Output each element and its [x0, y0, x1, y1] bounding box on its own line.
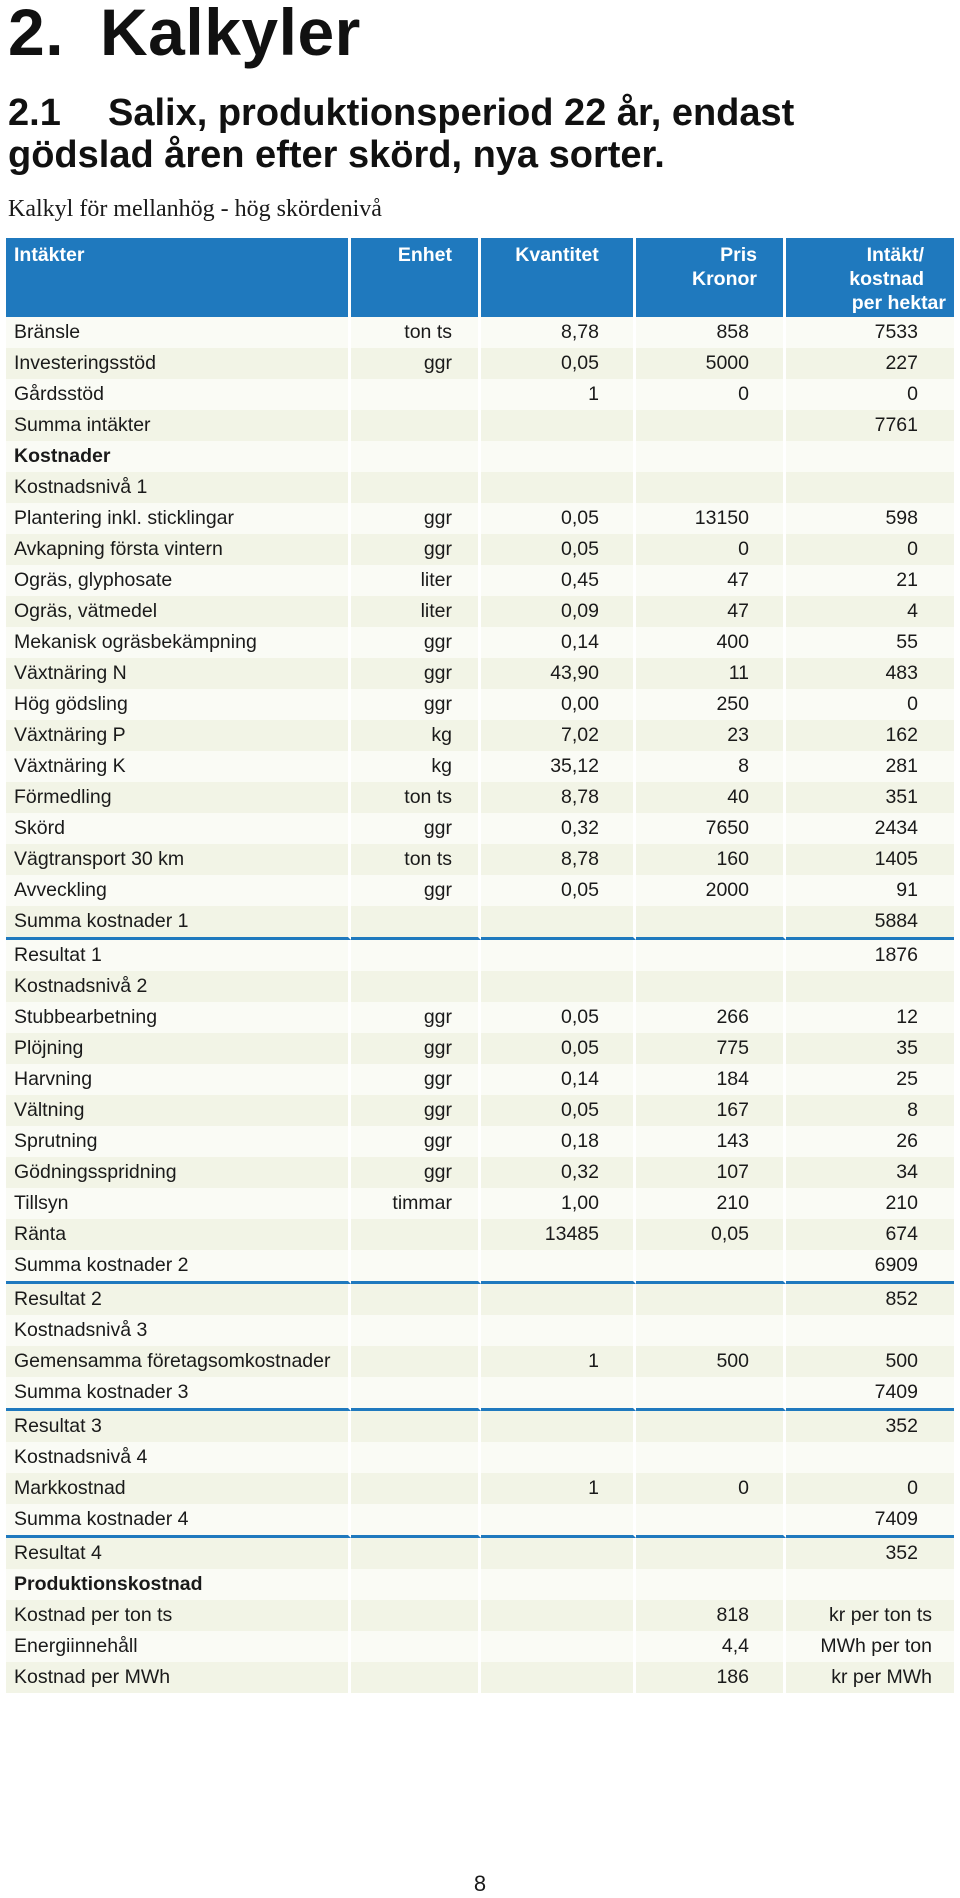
cell-item: Kostnadsnivå 3 — [6, 1315, 351, 1346]
table-row — [6, 1442, 954, 1473]
cell-unit: ggr — [351, 1064, 481, 1095]
cell-item: Summa intäkter — [6, 410, 351, 441]
cell-unit: ggr — [351, 627, 481, 658]
cell-result: 7409 — [786, 1377, 954, 1411]
cell-unit: ggr — [351, 348, 481, 379]
cell-result: 0 — [786, 689, 954, 720]
section-title-text: Salix, produktionsperiod 22 år, endast gödslad åren efter skörd, nya sorter. — [8, 92, 795, 176]
cell-price: 13150 — [636, 503, 786, 534]
table-row — [6, 906, 954, 940]
cell-unit: ggr — [351, 534, 481, 565]
cell-result: 7761 — [786, 410, 954, 441]
table-row — [6, 1377, 954, 1411]
cell-price: 5000 — [636, 348, 786, 379]
table-row — [6, 1569, 954, 1600]
cell-item: Kostnadsnivå 2 — [6, 971, 351, 1002]
cell-price — [636, 441, 786, 472]
cell-unit — [351, 1600, 481, 1631]
cell-quantity: 1 — [481, 379, 636, 410]
cell-item: Plantering inkl. sticklingar — [6, 503, 351, 534]
cell-price: 143 — [636, 1126, 786, 1157]
cell-item: Kostnad per MWh — [6, 1662, 351, 1693]
cell-result: 55 — [786, 627, 954, 658]
cell-unit — [351, 379, 481, 410]
cell-quantity: 0,05 — [481, 1002, 636, 1033]
cell-price: 23 — [636, 720, 786, 751]
cell-quantity: 7,02 — [481, 720, 636, 751]
cell-price: 47 — [636, 565, 786, 596]
cell-quantity: 0,05 — [481, 348, 636, 379]
cell-unit — [351, 1219, 481, 1250]
cell-quantity — [481, 1442, 636, 1473]
cell-item: Resultat 1 — [6, 940, 351, 971]
calculation-subtitle: Kalkyl för mellanhög - hög skördenivå — [8, 196, 382, 222]
cell-item: Växtnäring K — [6, 751, 351, 782]
cell-price: 210 — [636, 1188, 786, 1219]
cell-unit: ggr — [351, 813, 481, 844]
cell-price: 11 — [636, 658, 786, 689]
cell-result: 4 — [786, 596, 954, 627]
cell-item: Gårdsstöd — [6, 379, 351, 410]
cell-price: 0 — [636, 534, 786, 565]
cell-result — [786, 1569, 954, 1600]
header-price-line1: Pris — [720, 244, 757, 266]
table-row — [6, 1411, 954, 1442]
cell-quantity — [481, 1662, 636, 1693]
cell-item: Ogräs, vätmedel — [6, 596, 351, 627]
header-result-line3: per hektar — [851, 292, 946, 314]
cell-price: 0 — [636, 379, 786, 410]
cell-result: 6909 — [786, 1250, 954, 1284]
table-row — [6, 875, 954, 906]
cell-quantity — [481, 940, 636, 971]
table-row — [6, 379, 954, 410]
cell-unit — [351, 1631, 481, 1662]
table-row — [6, 1473, 954, 1504]
cell-unit — [351, 1315, 481, 1346]
cell-result: 0 — [786, 379, 954, 410]
table-row — [6, 658, 954, 689]
table-row — [6, 971, 954, 1002]
cell-quantity: 0,05 — [481, 503, 636, 534]
cell-item: Mekanisk ogräsbekämpning — [6, 627, 351, 658]
cell-price — [636, 1442, 786, 1473]
cell-item: Avkapning första vintern — [6, 534, 351, 565]
table-row — [6, 596, 954, 627]
cell-result: 674 — [786, 1219, 954, 1250]
cell-unit: liter — [351, 565, 481, 596]
cell-item: Kostnader — [6, 441, 351, 472]
table-row — [6, 940, 954, 971]
table-row — [6, 1250, 954, 1284]
table-row — [6, 441, 954, 472]
table-row — [6, 1504, 954, 1538]
cell-price — [636, 472, 786, 503]
cell-price: 186 — [636, 1662, 786, 1693]
table-row — [6, 1631, 954, 1662]
header-result — [786, 238, 954, 317]
cell-unit — [351, 1538, 481, 1569]
cell-result: 598 — [786, 503, 954, 534]
cell-result: 1405 — [786, 844, 954, 875]
table-row — [6, 1157, 954, 1188]
cell-price: 40 — [636, 782, 786, 813]
cell-unit: ggr — [351, 1095, 481, 1126]
cell-quantity — [481, 1569, 636, 1600]
cell-item: Hög gödsling — [6, 689, 351, 720]
cell-result: 210 — [786, 1188, 954, 1219]
cell-item: Resultat 3 — [6, 1411, 351, 1442]
cell-price: 858 — [636, 317, 786, 348]
cell-result: 162 — [786, 720, 954, 751]
cell-price: 400 — [636, 627, 786, 658]
cell-quantity — [481, 906, 636, 940]
cell-quantity: 0,45 — [481, 565, 636, 596]
cell-result: 227 — [786, 348, 954, 379]
cell-item: Stubbearbetning — [6, 1002, 351, 1033]
cell-result: 500 — [786, 1346, 954, 1377]
table-row — [6, 1033, 954, 1064]
cell-result — [786, 1442, 954, 1473]
cell-price — [636, 906, 786, 940]
cell-item: Summa kostnader 4 — [6, 1504, 351, 1538]
cell-unit — [351, 971, 481, 1002]
cell-unit — [351, 1504, 481, 1538]
table-row — [6, 565, 954, 596]
cell-result: 352 — [786, 1411, 954, 1442]
cell-result: 12 — [786, 1002, 954, 1033]
cell-quantity: 8,78 — [481, 782, 636, 813]
cell-item: Plöjning — [6, 1033, 351, 1064]
cell-unit: ton ts — [351, 317, 481, 348]
cell-result: 7409 — [786, 1504, 954, 1538]
table-row — [6, 1188, 954, 1219]
section-number: 2.1 — [8, 92, 61, 134]
table-row — [6, 534, 954, 565]
cell-quantity: 0,14 — [481, 627, 636, 658]
cell-item: Markkostnad — [6, 1473, 351, 1504]
cell-item: Gödningsspridning — [6, 1157, 351, 1188]
cell-unit: ggr — [351, 1126, 481, 1157]
table-row — [6, 1095, 954, 1126]
cell-quantity: 0,32 — [481, 813, 636, 844]
cell-quantity: 1,00 — [481, 1188, 636, 1219]
cell-quantity — [481, 971, 636, 1002]
cell-price — [636, 410, 786, 441]
cell-result — [786, 1315, 954, 1346]
cell-quantity: 43,90 — [481, 658, 636, 689]
cell-quantity: 0,32 — [481, 1157, 636, 1188]
cell-result: MWh per ton — [786, 1631, 954, 1662]
table-header-row — [6, 238, 954, 317]
table-row — [6, 1600, 954, 1631]
cell-unit — [351, 441, 481, 472]
cell-quantity: 0,05 — [481, 875, 636, 906]
cell-item: Kostnadsnivå 4 — [6, 1442, 351, 1473]
cell-result: 351 — [786, 782, 954, 813]
cell-unit — [351, 1411, 481, 1442]
cell-quantity — [481, 1600, 636, 1631]
table-row — [6, 1662, 954, 1693]
cell-item: Vältning — [6, 1095, 351, 1126]
cell-price: 2000 — [636, 875, 786, 906]
chapter-title-text: Kalkyler — [100, 0, 361, 69]
cell-result — [786, 971, 954, 1002]
cell-unit: liter — [351, 596, 481, 627]
cell-price: 0,05 — [636, 1219, 786, 1250]
cell-result: 25 — [786, 1064, 954, 1095]
cell-result: 852 — [786, 1284, 954, 1315]
cell-quantity — [481, 1250, 636, 1284]
cell-item: Investeringsstöd — [6, 348, 351, 379]
cell-item: Summa kostnader 3 — [6, 1377, 351, 1411]
cell-result: 352 — [786, 1538, 954, 1569]
cell-price: 4,4 — [636, 1631, 786, 1662]
page-number: 8 — [473, 1871, 487, 1896]
cell-unit — [351, 472, 481, 503]
cell-item: Harvning — [6, 1064, 351, 1095]
table-row — [6, 410, 954, 441]
cell-unit: ggr — [351, 503, 481, 534]
cell-price — [636, 1538, 786, 1569]
table-row — [6, 1002, 954, 1033]
cell-item: Ogräs, glyphosate — [6, 565, 351, 596]
cell-unit: ggr — [351, 875, 481, 906]
cell-unit — [351, 1662, 481, 1693]
cell-price — [636, 1284, 786, 1315]
cell-result: 5884 — [786, 906, 954, 940]
cell-result: 7533 — [786, 317, 954, 348]
cell-quantity — [481, 1538, 636, 1569]
cell-price — [636, 1315, 786, 1346]
cell-quantity — [481, 1631, 636, 1662]
cell-unit — [351, 940, 481, 971]
table-row — [6, 1126, 954, 1157]
cell-quantity — [481, 1504, 636, 1538]
cell-quantity: 0,14 — [481, 1064, 636, 1095]
cell-unit — [351, 1346, 481, 1377]
cell-price: 500 — [636, 1346, 786, 1377]
cell-result: 35 — [786, 1033, 954, 1064]
cell-price: 8 — [636, 751, 786, 782]
cell-unit — [351, 1284, 481, 1315]
cell-quantity: 1 — [481, 1473, 636, 1504]
cell-price: 266 — [636, 1002, 786, 1033]
cell-price: 167 — [636, 1095, 786, 1126]
cell-price — [636, 971, 786, 1002]
cell-price: 775 — [636, 1033, 786, 1064]
cell-unit — [351, 410, 481, 441]
cell-unit: ton ts — [351, 782, 481, 813]
calculation-table — [6, 238, 954, 1693]
cell-price: 818 — [636, 1600, 786, 1631]
cell-result: 26 — [786, 1126, 954, 1157]
table-row — [6, 348, 954, 379]
cell-price — [636, 940, 786, 971]
cell-unit: ggr — [351, 1157, 481, 1188]
cell-quantity — [481, 441, 636, 472]
cell-item: Sprutning — [6, 1126, 351, 1157]
cell-item: Ränta — [6, 1219, 351, 1250]
cell-quantity: 0,09 — [481, 596, 636, 627]
table-row — [6, 1219, 954, 1250]
cell-item: Skörd — [6, 813, 351, 844]
table-row — [6, 720, 954, 751]
cell-unit — [351, 1473, 481, 1504]
cell-item: Förmedling — [6, 782, 351, 813]
cell-price: 7650 — [636, 813, 786, 844]
header-result-line1: Intäkt/ — [866, 244, 924, 266]
table-row — [6, 689, 954, 720]
cell-item: Resultat 2 — [6, 1284, 351, 1315]
cell-unit: ggr — [351, 658, 481, 689]
cell-result — [786, 472, 954, 503]
chapter-title — [8, 0, 361, 72]
header-result-line2: kostnad — [849, 268, 924, 290]
cell-item: Kostnad per ton ts — [6, 1600, 351, 1631]
cell-quantity: 0,00 — [481, 689, 636, 720]
cell-price — [636, 1377, 786, 1411]
cell-unit — [351, 1442, 481, 1473]
table-row — [6, 317, 954, 348]
cell-item: Vägtransport 30 km — [6, 844, 351, 875]
cell-unit: ggr — [351, 689, 481, 720]
table-body — [6, 317, 954, 1693]
header-unit: Enhet — [351, 238, 481, 317]
cell-quantity: 0,05 — [481, 534, 636, 565]
cell-item: Resultat 4 — [6, 1538, 351, 1569]
cell-quantity — [481, 1315, 636, 1346]
cell-unit: kg — [351, 720, 481, 751]
table-row — [6, 1064, 954, 1095]
cell-quantity — [481, 472, 636, 503]
cell-result — [786, 441, 954, 472]
cell-unit: timmar — [351, 1188, 481, 1219]
cell-unit: ggr — [351, 1033, 481, 1064]
cell-price — [636, 1250, 786, 1284]
cell-quantity — [481, 1411, 636, 1442]
cell-result: 0 — [786, 1473, 954, 1504]
cell-quantity: 0,05 — [481, 1095, 636, 1126]
table-row — [6, 1284, 954, 1315]
cell-result: 91 — [786, 875, 954, 906]
cell-unit: ggr — [351, 1002, 481, 1033]
cell-unit — [351, 1377, 481, 1411]
cell-price — [636, 1411, 786, 1442]
cell-quantity: 1 — [481, 1346, 636, 1377]
cell-quantity — [481, 1284, 636, 1315]
header-price-line2: Kronor — [692, 268, 757, 290]
cell-item: Summa kostnader 2 — [6, 1250, 351, 1284]
cell-unit: kg — [351, 751, 481, 782]
cell-result: 8 — [786, 1095, 954, 1126]
cell-quantity: 0,05 — [481, 1033, 636, 1064]
table-row — [6, 751, 954, 782]
table-row — [6, 472, 954, 503]
cell-price — [636, 1504, 786, 1538]
table-row — [6, 813, 954, 844]
chapter-number: 2. — [8, 0, 65, 69]
cell-unit: ton ts — [351, 844, 481, 875]
cell-item: Produktionskostnad — [6, 1569, 351, 1600]
cell-item: Tillsyn — [6, 1188, 351, 1219]
header-quantity: Kvantitet — [481, 238, 636, 317]
cell-quantity: 35,12 — [481, 751, 636, 782]
header-price — [636, 238, 786, 317]
table-row — [6, 782, 954, 813]
cell-result: 0 — [786, 534, 954, 565]
cell-result: 483 — [786, 658, 954, 689]
cell-price: 184 — [636, 1064, 786, 1095]
cell-price — [636, 1569, 786, 1600]
cell-quantity — [481, 410, 636, 441]
cell-item: Energiinnehåll — [6, 1631, 351, 1662]
cell-result: 2434 — [786, 813, 954, 844]
cell-quantity — [481, 1377, 636, 1411]
cell-price: 160 — [636, 844, 786, 875]
cell-item: Summa kostnader 1 — [6, 906, 351, 940]
cell-item: Avveckling — [6, 875, 351, 906]
table-row — [6, 503, 954, 534]
table-row — [6, 844, 954, 875]
cell-quantity: 13485 — [481, 1219, 636, 1250]
calculation-table-container — [6, 238, 954, 1693]
cell-item: Bränsle — [6, 317, 351, 348]
cell-result: kr per ton ts — [786, 1600, 954, 1631]
cell-item: Växtnäring P — [6, 720, 351, 751]
cell-quantity: 0,18 — [481, 1126, 636, 1157]
table-row — [6, 1346, 954, 1377]
table-row — [6, 1315, 954, 1346]
cell-quantity: 8,78 — [481, 844, 636, 875]
cell-item: Växtnäring N — [6, 658, 351, 689]
cell-result: 34 — [786, 1157, 954, 1188]
cell-price: 47 — [636, 596, 786, 627]
cell-unit — [351, 1569, 481, 1600]
header-item: Intäkter — [6, 238, 351, 317]
cell-result: 21 — [786, 565, 954, 596]
cell-unit — [351, 906, 481, 940]
cell-result: 281 — [786, 751, 954, 782]
cell-result: 1876 — [786, 940, 954, 971]
cell-result: kr per MWh — [786, 1662, 954, 1693]
section-title — [8, 92, 938, 176]
table-row — [6, 1538, 954, 1569]
cell-price: 250 — [636, 689, 786, 720]
cell-item: Kostnadsnivå 1 — [6, 472, 351, 503]
cell-unit — [351, 1250, 481, 1284]
cell-quantity: 8,78 — [481, 317, 636, 348]
table-row — [6, 627, 954, 658]
cell-item: Gemensamma företagsomkostnader — [6, 1346, 351, 1377]
cell-price: 0 — [636, 1473, 786, 1504]
cell-price: 107 — [636, 1157, 786, 1188]
